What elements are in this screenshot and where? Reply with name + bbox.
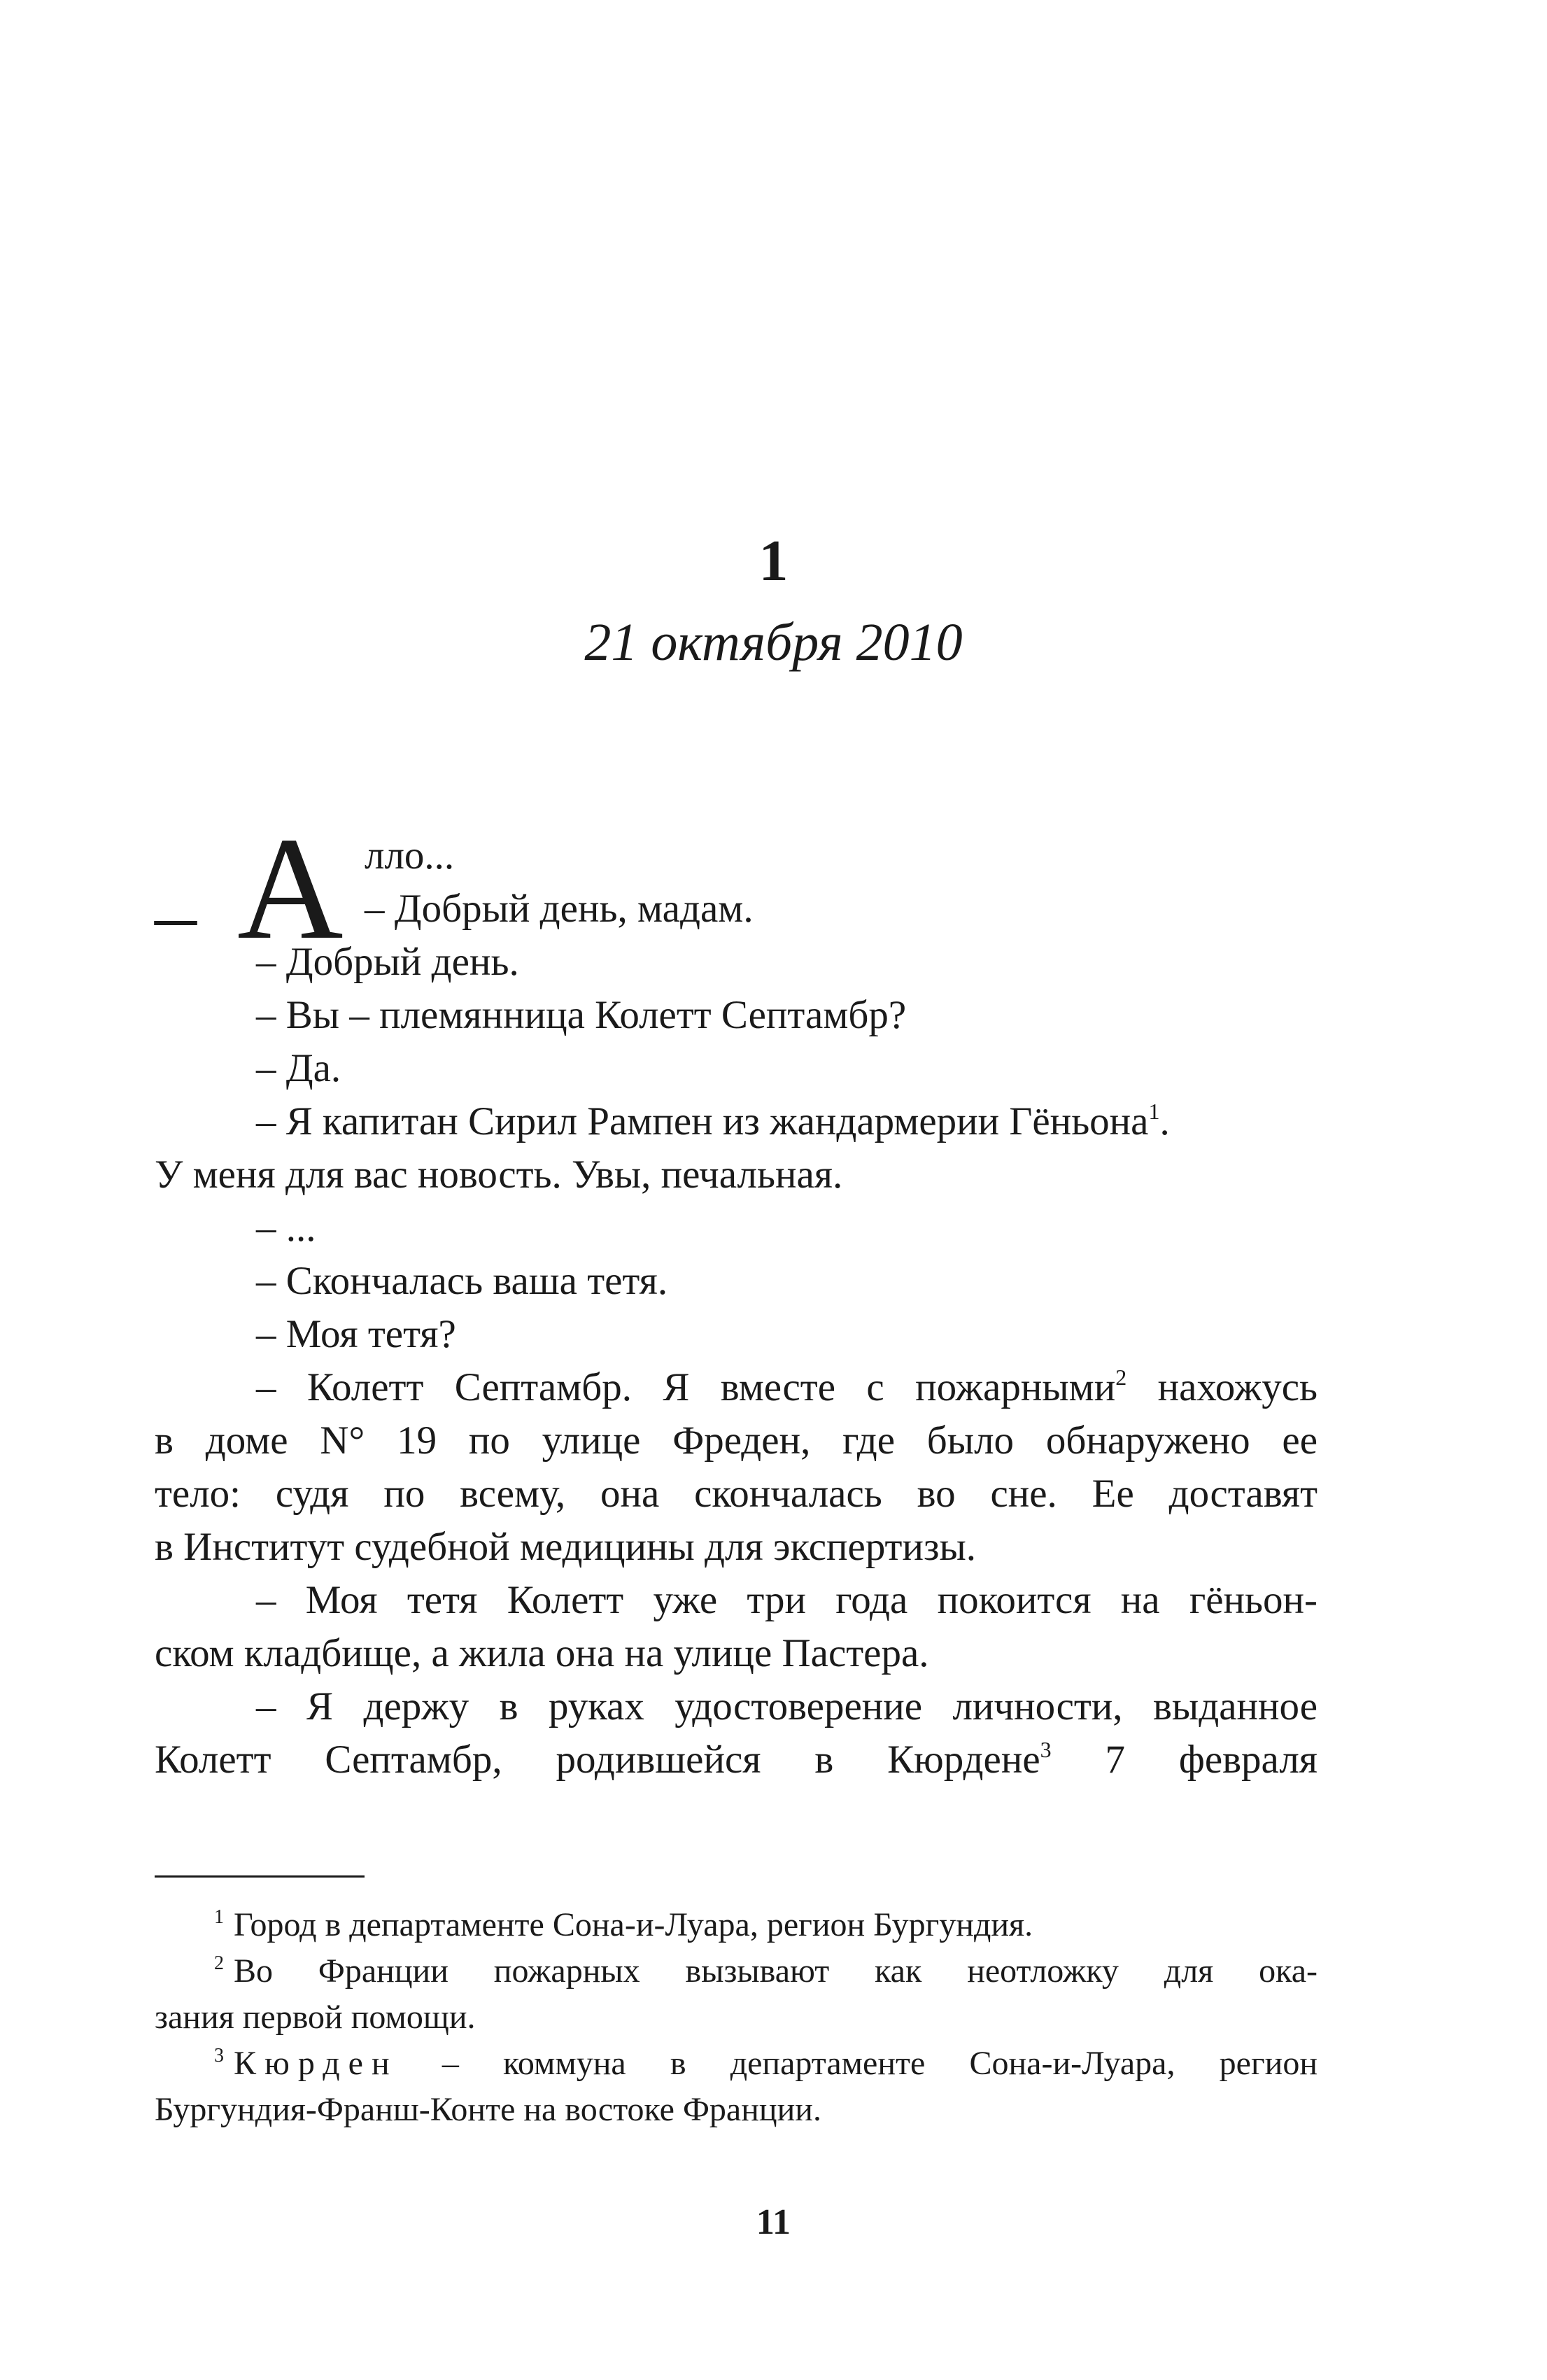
dialogue-line-continued: в доме N° 19 по улице Фреден, где было обнаружено ее <box>155 1418 1318 1463</box>
dialogue-line: – ... <box>256 1206 316 1250</box>
document-tail: 7 февраля <box>1051 1738 1318 1782</box>
footnote-mark: 1 <box>214 1906 224 1928</box>
dialogue-line-captain <box>155 1095 1318 1148</box>
dialogue-line-continued: ском кладбище, а жила она на улице Пастера. <box>155 1631 929 1675</box>
chapter-number: 1 <box>758 528 789 593</box>
footnote-ref-2[interactable]: 2 <box>1115 1365 1127 1390</box>
dialogue-line: – Моя тетя Колетт уже три года покоится на гёньон- <box>256 1578 1318 1622</box>
opening-line-2: – Добрый день, мадам. <box>365 887 754 931</box>
opening-dash: – <box>155 868 197 961</box>
footnote-term: Кюрден <box>234 2045 398 2082</box>
dialogue-line: – Да. <box>256 1046 341 1090</box>
footnote-2-continued: зания первой помощи. <box>155 1999 476 2036</box>
drop-cap: А <box>237 808 344 970</box>
dialogue-line-continued: в Институт судебной медицины для экспертизы. <box>155 1525 977 1569</box>
document-text: Колетт Септамбр, родившейся в Кюрдене <box>155 1738 1040 1782</box>
chapter-date: 21 октября 2010 <box>584 613 963 672</box>
footnote-3 <box>155 2041 1318 2087</box>
footnote-mark: 3 <box>214 2045 224 2066</box>
footnote-ref-1[interactable]: 1 <box>1148 1099 1160 1124</box>
dialogue-line: – Добрый день. <box>256 940 519 984</box>
dialogue-line: – Скончалась ваша тетя. <box>256 1259 668 1303</box>
footnote-2 <box>155 1948 1318 1994</box>
dialogue-line: – Моя тетя? <box>256 1312 456 1356</box>
dialogue-line-continued <box>155 1733 1318 1787</box>
dialogue-line-continued: тело: судя по всему, она скончалась во сне. Ее доставят <box>155 1472 1318 1516</box>
captain-tail: . <box>1159 1099 1170 1143</box>
footnote-text: – коммуна в департаменте Сона-и-Луара, регион <box>397 2045 1318 2082</box>
dialogue-line-continued: У меня для вас новость. Увы, печальная. <box>155 1153 843 1197</box>
footnotes <box>155 1902 1318 2133</box>
footnote-text: Во Франции пожарных вызывают как неотложку для ока- <box>234 1952 1318 1990</box>
footnote-mark: 2 <box>214 1952 224 1974</box>
footnote-divider <box>155 1875 365 1878</box>
page-number: 11 <box>756 2202 791 2242</box>
dialogue-line: – Я держу в руках удостоверение личности, выданное <box>256 1684 1318 1728</box>
main-text <box>155 808 1318 1787</box>
opening-paragraph <box>155 808 1318 970</box>
dialogue-line: – Вы – племянница Колетт Септамбр? <box>256 993 907 1037</box>
firemen-tail: нахожусь <box>1126 1365 1318 1409</box>
footnote-text: Город в департаменте Сона-и-Луара, регион Бургундия. <box>234 1906 1033 1943</box>
captain-text: – Я капитан Сирил Рампен из жандармерии Гёньона <box>256 1099 1149 1143</box>
footnote-1 <box>155 1902 1318 1948</box>
footnote-ref-3[interactable]: 3 <box>1040 1737 1052 1762</box>
opening-line-1: лло... <box>365 833 455 878</box>
dialogue-line-firemen <box>155 1361 1318 1414</box>
firemen-text: – Колетт Септамбр. Я вместе с пожарными <box>256 1365 1116 1409</box>
footnote-3-continued: Бургундия-Франш-Конте на востоке Франции. <box>155 2091 821 2128</box>
